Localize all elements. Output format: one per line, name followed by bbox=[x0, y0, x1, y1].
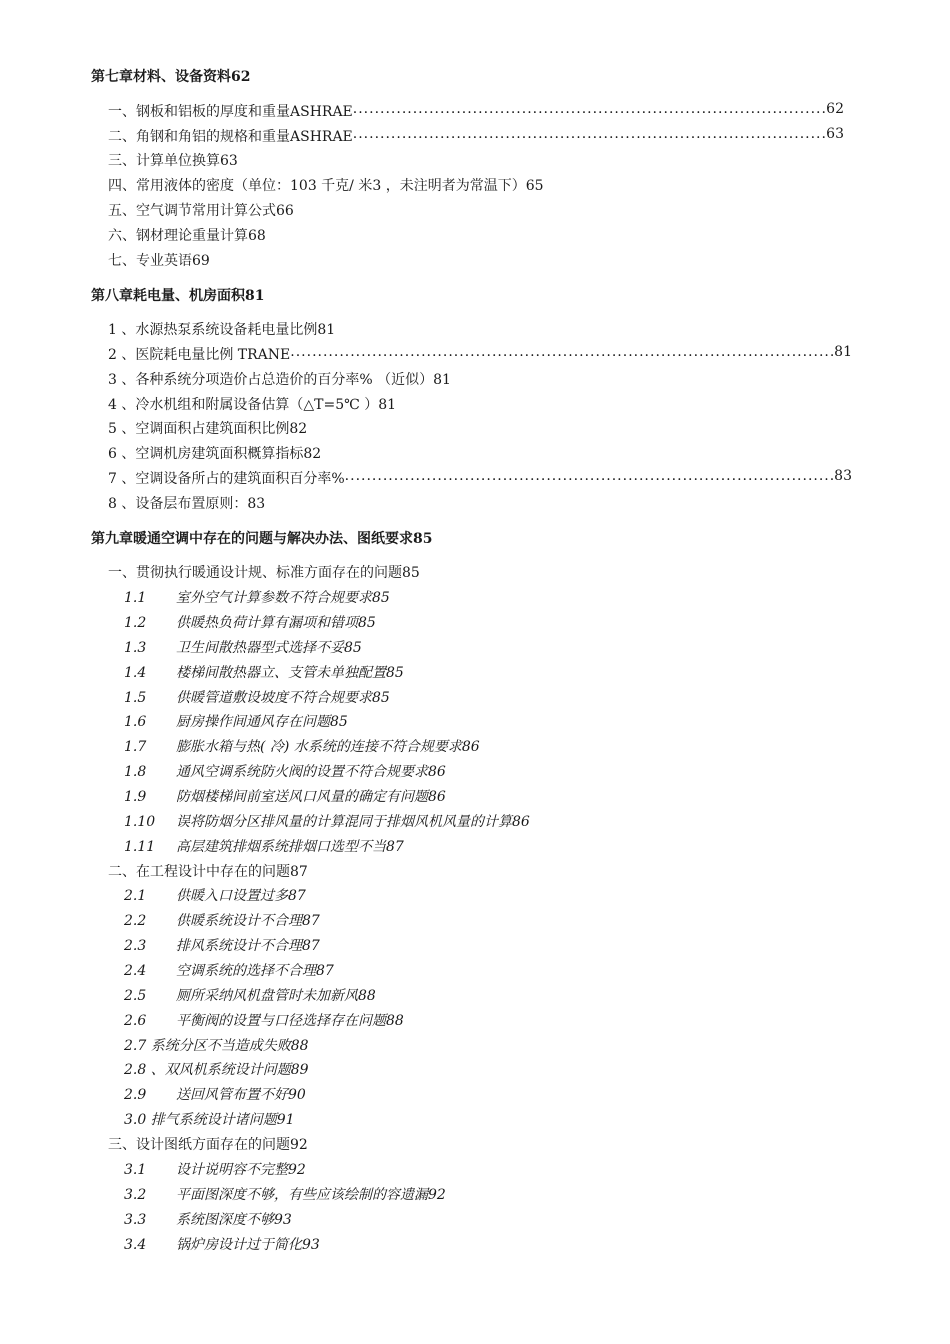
toc-entry[interactable]: 2.6 平衡阀的设置与口径选择存在问题88 bbox=[124, 1013, 404, 1029]
toc-entry[interactable] bbox=[108, 468, 852, 488]
toc-entry-text: 一、钢板和铝板的厚度和重量ASHRAE bbox=[108, 104, 353, 120]
toc-entry[interactable]: 3 、各种系统分项造价占总造价的百分率% （近似）81 bbox=[108, 372, 451, 388]
toc-entry[interactable]: 2.4 空调系统的选择不合理87 bbox=[124, 963, 334, 979]
toc-entry[interactable]: 2.8 、双风机系统设计问题89 bbox=[124, 1062, 309, 1078]
toc-entry[interactable] bbox=[108, 126, 844, 146]
section-heading[interactable]: 二、在工程设计中存在的问题87 bbox=[108, 864, 308, 880]
chapter-9-heading: 第九章暖通空调中存在的问题与解决办法、图纸要求85 bbox=[91, 531, 433, 547]
toc-entry[interactable]: 1.3 卫生间散热器型式选择不妥85 bbox=[124, 640, 362, 656]
toc-entry[interactable]: 2.3 排风系统设计不合理87 bbox=[124, 938, 320, 954]
toc-entry[interactable]: 1.1 室外空气计算参数不符合规要求85 bbox=[124, 590, 390, 606]
toc-entry[interactable]: 6 、空调机房建筑面积概算指标82 bbox=[108, 446, 322, 462]
toc-entry[interactable]: 4 、冷水机组和附属设备估算（△T=5℃ ）81 bbox=[108, 397, 397, 413]
leader-dots bbox=[353, 126, 826, 146]
toc-entry[interactable]: 8 、设备层布置原则：83 bbox=[108, 496, 266, 512]
toc-entry-text: 7 、空调设备所占的建筑面积百分率% bbox=[108, 471, 345, 487]
toc-entry[interactable]: 2.9 送回风管布置不好90 bbox=[124, 1087, 306, 1103]
leader-dots bbox=[345, 468, 835, 488]
toc-entry[interactable]: 3.4 锅炉房设计过于简化93 bbox=[124, 1237, 320, 1253]
toc-entry[interactable]: 三、计算单位换算63 bbox=[108, 153, 238, 169]
toc-entry[interactable] bbox=[108, 101, 844, 121]
toc-entry[interactable]: 2.1 供暖入口设置过多87 bbox=[124, 888, 306, 904]
toc-entry[interactable]: 2.5 厕所采纳风机盘管时未加新风88 bbox=[124, 988, 376, 1004]
toc-entry[interactable]: 3.1 设计说明容不完整92 bbox=[124, 1162, 306, 1178]
toc-entry[interactable]: 1.9 防烟楼梯间前室送风口风量的确定有问题86 bbox=[124, 789, 446, 805]
toc-entry[interactable]: 七、专业英语69 bbox=[108, 253, 210, 269]
toc-entry[interactable]: 1 、水源热泵系统设备耗电量比例81 bbox=[108, 322, 336, 338]
toc-entry-page: 83 bbox=[834, 468, 852, 484]
leader-dots bbox=[353, 101, 826, 121]
toc-entry-page: 62 bbox=[826, 101, 844, 117]
toc-entry[interactable] bbox=[108, 344, 852, 364]
toc-entry[interactable]: 五、空气调节常用计算公式66 bbox=[108, 203, 294, 219]
section-heading[interactable]: 三、设计图纸方面存在的问题92 bbox=[108, 1137, 308, 1153]
toc-entry[interactable]: 3.2 平面图深度不够，有些应该绘制的容遗漏92 bbox=[124, 1187, 446, 1203]
toc-entry[interactable]: 1.11 高层建筑排烟系统排烟口选型不当87 bbox=[124, 839, 404, 855]
toc-entry[interactable]: 1.6 厨房操作间通风存在问题85 bbox=[124, 714, 348, 730]
toc-entry[interactable]: 1.5 供暖管道敷设坡度不符合规要求85 bbox=[124, 690, 390, 706]
toc-entry[interactable]: 1.7 膨胀水箱与热( 冷) 水系统的连接不符合规要求86 bbox=[124, 739, 480, 755]
toc-entry[interactable]: 1.10 误将防烟分区排风量的计算混同于排烟风机风量的计算86 bbox=[124, 814, 530, 830]
toc-entry-page: 81 bbox=[834, 344, 852, 360]
section-heading[interactable]: 一、贯彻执行暖通设计规、标准方面存在的问题85 bbox=[108, 565, 420, 581]
toc-entry[interactable]: 3.3 系统图深度不够93 bbox=[124, 1212, 292, 1228]
toc-entry[interactable]: 1.2 供暖热负荷计算有漏项和错项85 bbox=[124, 615, 376, 631]
toc-entry[interactable]: 六、钢材理论重量计算68 bbox=[108, 228, 266, 244]
leader-dots bbox=[290, 344, 834, 364]
toc-entry[interactable]: 3.0 排气系统设计诸问题91 bbox=[124, 1112, 295, 1128]
chapter-8-heading: 第八章耗电量、机房面积81 bbox=[91, 288, 265, 304]
toc-entry[interactable]: 2.7 系统分区不当造成失败88 bbox=[124, 1038, 309, 1054]
toc-entry[interactable]: 1.8 通风空调系统防火阀的设置不符合规要求86 bbox=[124, 764, 446, 780]
toc-entry[interactable]: 5 、空调面积占建筑面积比例82 bbox=[108, 421, 308, 437]
toc-entry-text: 2 、医院耗电量比例 TRANE bbox=[108, 347, 291, 363]
toc-entry[interactable]: 1.4 楼梯间散热器立、支管未单独配置85 bbox=[124, 665, 404, 681]
toc-entry[interactable]: 2.2 供暖系统设计不合理87 bbox=[124, 913, 320, 929]
toc-entry-text: 二、角钢和角铝的规格和重量ASHRAE bbox=[108, 129, 353, 145]
toc-entry[interactable]: 四、常用液体的密度（单位：103 千克/ 米3 ，未注明者为常温下）65 bbox=[108, 178, 544, 194]
toc-entry-page: 63 bbox=[826, 126, 844, 142]
chapter-7-heading: 第七章材料、设备资料62 bbox=[91, 69, 251, 85]
